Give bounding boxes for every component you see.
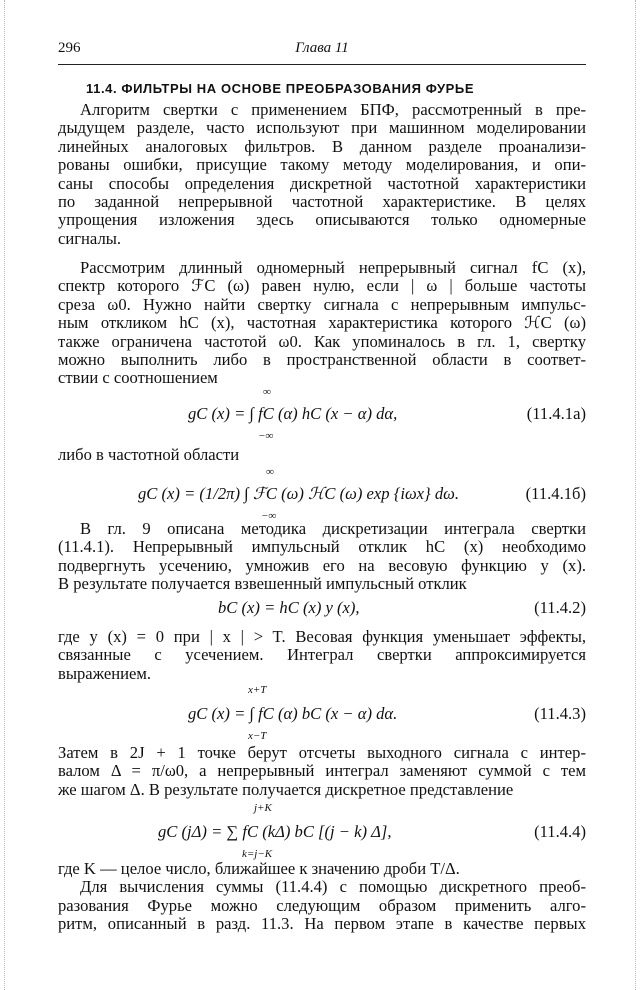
text-line: Рассмотрим длинный одномерный непрерывный сигнал fC (x), (80, 259, 586, 277)
equation-body: bC (x) = hC (x) y (x), (218, 598, 360, 617)
paragraph-5 (58, 744, 586, 799)
text-line: выражением. (58, 664, 152, 683)
text-line: Затем в 2J + 1 точке берут отсчеты выходного сигнала с интер- (58, 744, 586, 762)
text-line: же шагом Δ. В результате получается дискретное представление (58, 780, 514, 799)
equation-number: (11.4.2) (534, 598, 586, 617)
text-line: сигналы. (58, 229, 122, 248)
equation-number: (11.4.1а) (526, 404, 586, 423)
integral-lower-limit: x−T (248, 730, 267, 742)
text-line: линейных аналоговых фильтров. В данном разделе проанализи- (58, 137, 586, 156)
text-line: связанные с усечением. Интеграл свертки аппроксимируется (58, 646, 586, 665)
page-edge-left (4, 0, 5, 990)
text-line: по заданной непрерывной частотной характеристике. В целях (58, 193, 586, 212)
text-line: (11.4.1). Непрерывный импульсный отклик hC (x) необходимо (58, 538, 586, 557)
paragraph-1 (58, 101, 586, 248)
paragraph-4 (58, 628, 586, 683)
running-head (58, 40, 586, 62)
integral-upper-limit: ∞ (266, 466, 274, 478)
equation-body: gC (x) = (1/2π) ∫ ℱC (ω) ℋC (ω) exp {iωx} dω. (138, 484, 459, 503)
equation-body: gC (x) = ∫ fC (α) hC (x − α) dα, (188, 404, 398, 423)
equation-number: (11.4.3) (534, 704, 586, 723)
paragraph-2 (58, 259, 586, 388)
text-line: где y (x) = 0 при | x | > T. Весовая функция уменьшает эффекты, (58, 628, 586, 646)
text-line: рованы ошибки, присущие такому методу моделирования, и опи- (58, 156, 586, 175)
text-line: подвергнуть усечению, умножив его на весовую функцию y (x). (58, 556, 586, 575)
equation-11-4-1b (58, 466, 586, 522)
equation-11-4-4 (58, 802, 586, 860)
sum-lower-limit: k=j−K (242, 848, 273, 860)
text-line: среза ω0. Нужно найти свертку сигнала с непрерывным импульс- (58, 295, 586, 314)
integral-upper-limit: ∞ (263, 386, 271, 398)
text-line: Алгоритм свертки с применением БПФ, рассмотренный в пре- (80, 101, 586, 119)
page-edge-right (635, 0, 636, 990)
page-number: 296 (58, 40, 81, 56)
integral-lower-limit: −∞ (258, 430, 274, 442)
paragraph-3 (58, 520, 586, 594)
text-line: где K — целое число, ближайшее к значению дроби T/Δ. (58, 860, 460, 878)
equation-11-4-2 (58, 590, 586, 620)
equation-number: (11.4.1б) (525, 484, 586, 503)
text-line: В результате получается взвешенный импульсный отклик (58, 575, 467, 594)
integral-lower-limit: −∞ (261, 510, 277, 522)
text-line: упрощения изложения здесь описываются только одномерные (58, 211, 586, 230)
text-line: также ограничена частотой ω0. Как упоминалось в гл. 1, свертку (58, 332, 586, 351)
text-line: валом Δ = π/ω0, а непрерывный интеграл заменяют суммой с тем (58, 762, 586, 781)
integral-upper-limit: x+T (248, 684, 267, 696)
equation-11-4-3 (58, 684, 586, 742)
text-line: дыдущем разделе, часто используют при машинном моделировании (58, 119, 586, 138)
equation-body: gC (jΔ) = ∑ fC (kΔ) bC [(j − k) Δ], (158, 822, 392, 841)
equation-body: gC (x) = ∫ fC (α) bC (x − α) dα. (188, 704, 398, 723)
header-rule (58, 64, 586, 65)
text-line: Для вычисления суммы (11.4.4) с помощью дискретного преоб- (80, 878, 586, 897)
text-line: спектр которого ℱC (ω) равен нулю, если | ω | больше частоты (58, 277, 586, 296)
chapter-title: Глава 11 (295, 40, 349, 56)
equation-11-4-1a (58, 386, 586, 442)
text-line: разования Фурье можно следующим образом применить алго- (58, 896, 586, 915)
text-line: либо в частотной области (58, 446, 240, 464)
sum-upper-limit: j+K (254, 802, 272, 814)
text-line: ствии с соотношением (58, 369, 218, 388)
text-line: саны способы определения дискретной частотной характеристики (58, 174, 586, 193)
text-line: ным откликом hC (x), частотная характеристика которого ℋC (ω) (58, 314, 586, 333)
text-line: можно выполнить либо в пространственной области в соответ- (58, 351, 586, 370)
text-line: В гл. 9 описана методика дискретизации интеграла свертки (80, 520, 586, 538)
equation-number: (11.4.4) (534, 822, 586, 841)
text-line: ритм, описанный в разд. 11.3. На первом этапе в качестве первых (58, 915, 586, 934)
section-title: 11.4. ФИЛЬТРЫ НА ОСНОВЕ ПРЕОБРАЗОВАНИЯ ФУРЬЕ (86, 81, 475, 96)
paragraph-6 (58, 860, 586, 934)
text-between-equations (58, 446, 586, 464)
